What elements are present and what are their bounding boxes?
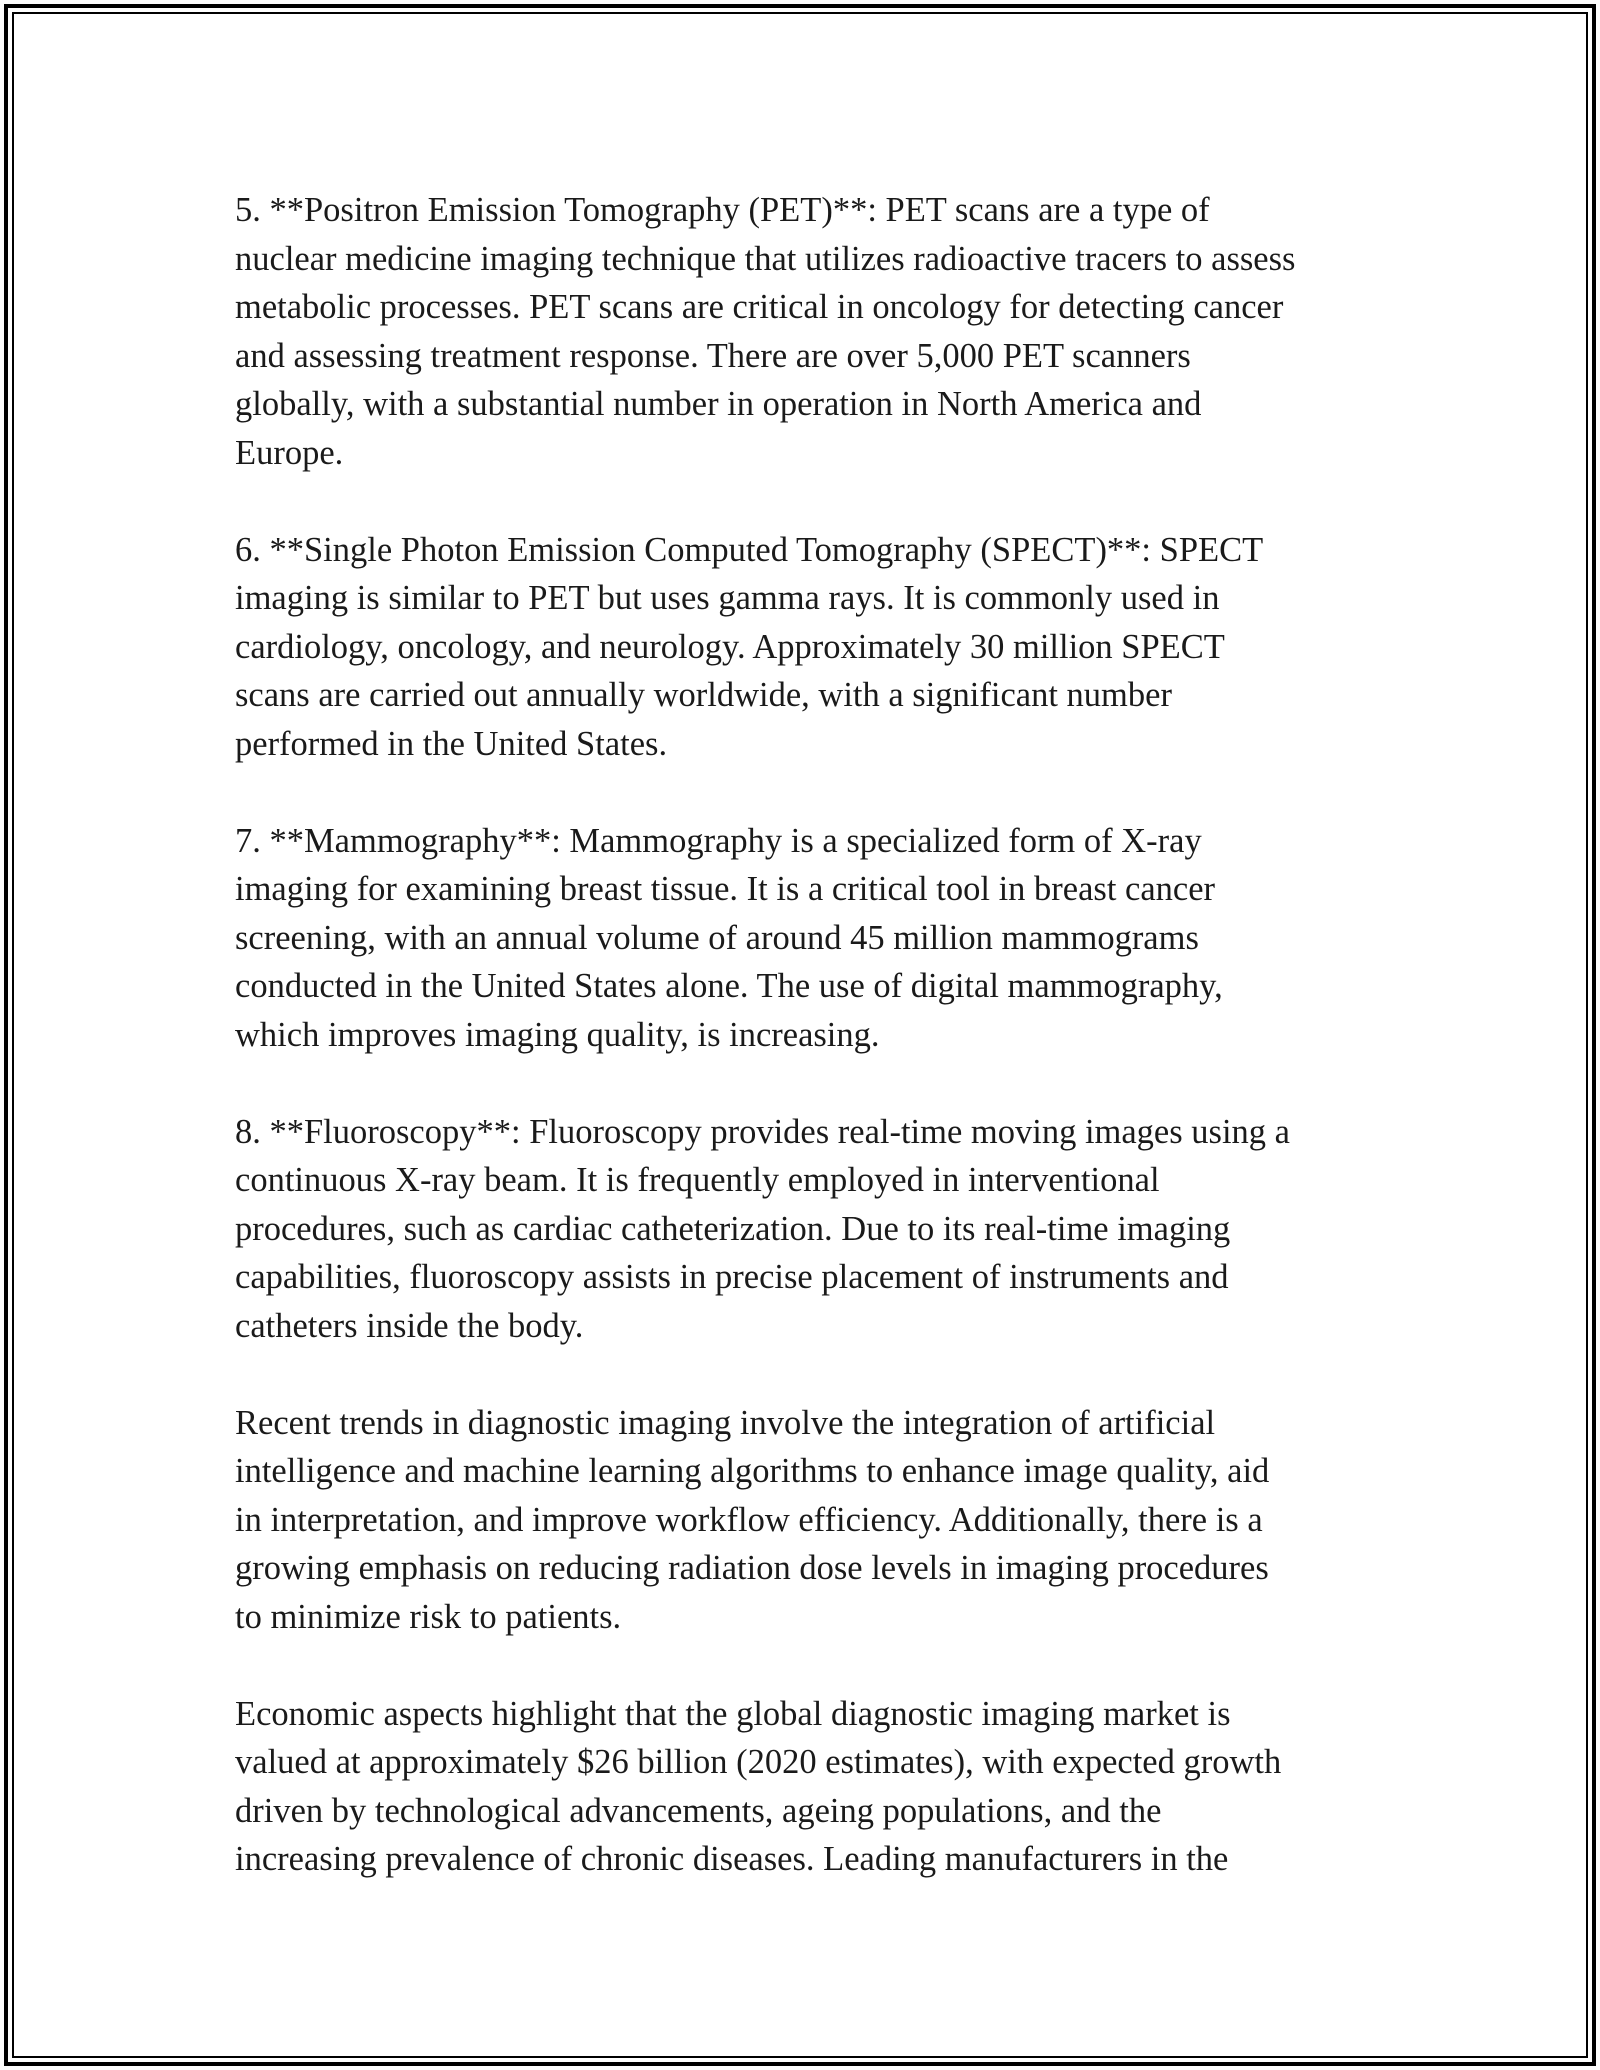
text-line: increasing prevalence of chronic diseases. Leading manufacturers in the [235,1840,1229,1878]
text-line: performed in the United States. [235,724,668,763]
text-line: continuous X-ray beam. It is frequently employed in interventional [235,1161,1160,1199]
text-line: 5. **Positron Emission Tomography (PET)**: PET scans are a type of [235,191,1210,229]
text-line: valued at approximately $26 billion (2020 estimates), with expected growth [235,1743,1282,1781]
text-line: screening, with an annual volume of around 45 million mammograms [235,918,1199,957]
paragraph-economic-aspects [235,1690,1375,1884]
text-line: and assessing treatment response. There are over 5,000 PET scanners [235,336,1191,375]
text-line: imaging is similar to PET but uses gamma rays. It is commonly used in [235,579,1220,617]
text-line: to minimize risk to patients. [235,1597,622,1636]
text-line: which improves imaging quality, is increasing. [235,1015,880,1054]
paragraph-spect [235,526,1375,769]
text-line: in interpretation, and improve workflow efficiency. Additionally, there is a [235,1500,1263,1539]
text-line: procedures, such as cardiac catheterization. Due to its real-time imaging [235,1209,1231,1248]
text-line: scans are carried out annually worldwide, with a significant number [235,676,1172,714]
text-line: 8. **Fluoroscopy**: Fluoroscopy provides real-time moving images using a [235,1112,1290,1151]
text-line: Recent trends in diagnostic imaging involve the integration of artificial [235,1403,1216,1442]
text-line: conducted in the United States alone. The use of digital mammography, [235,967,1223,1005]
text-line: metabolic processes. PET scans are critical in oncology for detecting cancer [235,288,1284,326]
text-line: intelligence and machine learning algorithms to enhance image quality, aid [235,1452,1270,1490]
text-line: globally, with a substantial number in operation in North America and [235,385,1202,423]
text-line: 7. **Mammography**: Mammography is a specialized form of X-ray [235,821,1202,860]
paragraph-pet [235,186,1375,477]
text-line: imaging for examining breast tissue. It is a critical tool in breast cancer [235,870,1216,908]
paragraph-mammography [235,817,1375,1060]
text-line: 6. **Single Photon Emission Computed Tomography (SPECT)**: SPECT [235,530,1264,569]
text-line: driven by technological advancements, ageing populations, and the [235,1791,1162,1830]
paragraph-fluoroscopy [235,1108,1375,1351]
text-line: Europe. [235,433,344,472]
text-line: catheters inside the body. [235,1306,584,1345]
text-line: capabilities, fluoroscopy assists in precise placement of instruments and [235,1258,1229,1296]
document-body [235,186,1375,1932]
text-line: cardiology, oncology, and neurology. Approximately 30 million SPECT [235,627,1225,666]
paragraph-recent-trends [235,1399,1375,1642]
text-line: Economic aspects highlight that the global diagnostic imaging market is [235,1694,1231,1733]
text-line: nuclear medicine imaging technique that utilizes radioactive tracers to assess [235,239,1296,278]
text-line: growing emphasis on reducing radiation dose levels in imaging procedures [235,1549,1269,1587]
